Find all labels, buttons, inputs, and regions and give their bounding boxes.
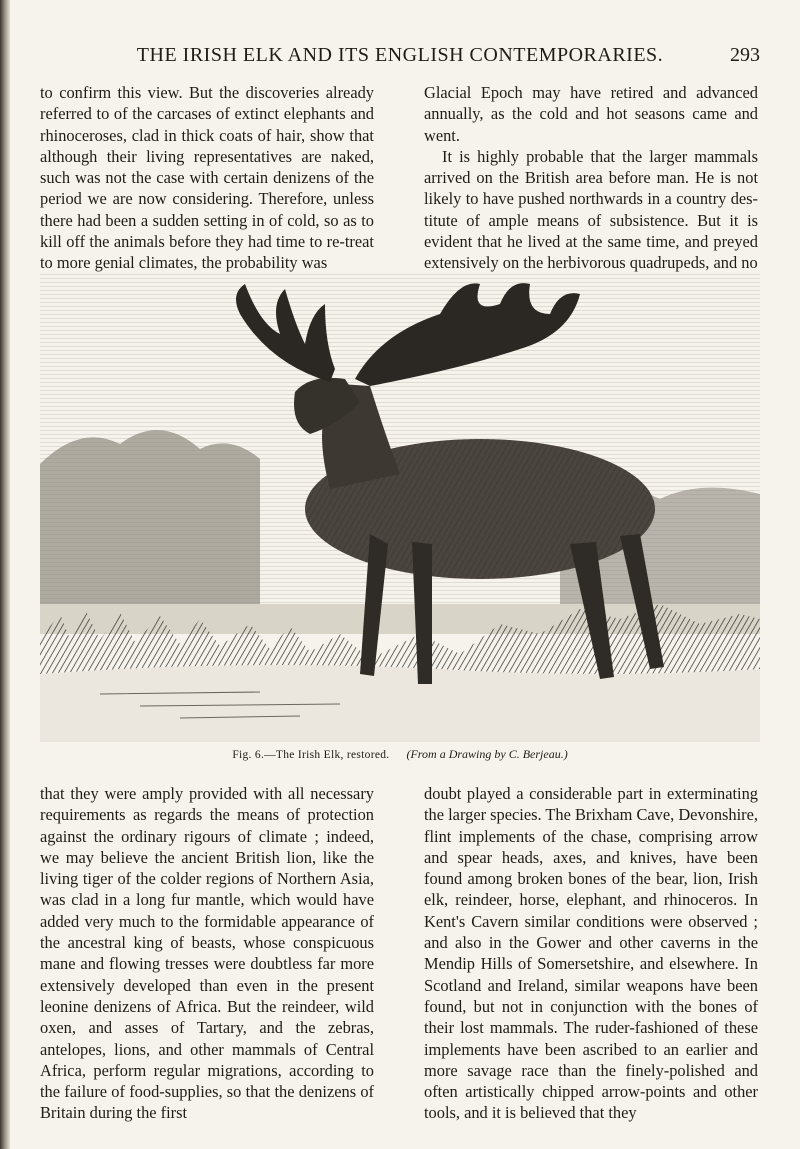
bottom-right-paragraph: doubt played a considerable part in exterminating the larger species. The Brixham Cave, Devonshire, flint implements of the chase, comprising arrow and spear heads, axes, and knives, have been found among broken bones of the bear, lion, Irish elk, reindeer, horse, elephant, and rhinoceros. In Kent's Cavern similar conditions were observed ; and also in the Gower and other caverns in the Mendip Hills of Somersetshire, and elsewhere. In Scotland and Ireland, similar weapons have been found, but not in conjunction with the bones of their lost mammals. The ruder-fashioned of these implements have been ascribed to an earlier and more savage race than the finely-polished and often artistically chipped arrow-points and other tools, and it is believed that they — [424, 784, 758, 1123]
top-right-paragraph-1: Glacial Epoch may have retired and advanced annually, as the cold and hot seasons came and went. — [424, 83, 758, 145]
caption-credit: (From a Drawing by C. Berjeau.) — [406, 747, 568, 761]
top-left-column — [40, 82, 374, 274]
bottom-left-paragraph: that they were amply provided with all necessary requirements as regards the means of protection against the ordinary rigours of climate ; indeed, we may believe the ancient British lion, like the living tiger of the colder regions of Northern Asia, was clad in a long fur mantle, which would have added very much to the formidable appearance of the ancestral king of beasts, whose conspicuous mane and flowing tresses were doubtless far more extensively developed than even in the present leonine denizens of Africa. But the reindeer, wild oxen, and asses of Tartary, and the zebras, antelopes, lions, and other mammals of Central Africa, perform regular migrations, according to the failure of food-supplies, so that the denizens of Britain during the first — [40, 784, 374, 1123]
ground — [40, 665, 760, 742]
distant-trees-left — [40, 430, 260, 614]
irish-elk-illustration — [40, 274, 760, 742]
top-right-paragraph-2: It is highly probable that the larger mammals arrived on the British area before man. He is not likely to have pushed northwards in a country des-titute of ample means of subsistence. But it is evident that he lived at the same time, and preyed extensively on the herbivorous quadrupeds, and no — [424, 146, 758, 273]
running-head: THE IRISH ELK AND ITS ENGLISH CONTEMPORARIES. — [136, 44, 664, 66]
top-right-column — [424, 82, 758, 274]
page-number: 293 — [730, 44, 760, 66]
bottom-left-column — [40, 783, 374, 1124]
top-left-paragraph: to confirm this view. But the discoveries already referred to of the carcases of extinct elephants and rhinoceroses, clad in thick coats of hair, show that although their living representatives are naked, such was not the case with certain denizens of the period we are now considering. Therefore, unless there had been a sudden setting in of cold, so as to kill off the animals before they had time to re-treat to more genial climates, the probability was — [40, 83, 374, 273]
page-header — [40, 44, 760, 72]
elk-engraving — [40, 274, 760, 742]
page-binding-edge — [0, 0, 10, 1149]
caption-label: Fig. 6.—The Irish Elk, restored. — [232, 749, 390, 761]
bottom-right-column — [424, 783, 758, 1124]
figure-caption — [40, 747, 760, 762]
